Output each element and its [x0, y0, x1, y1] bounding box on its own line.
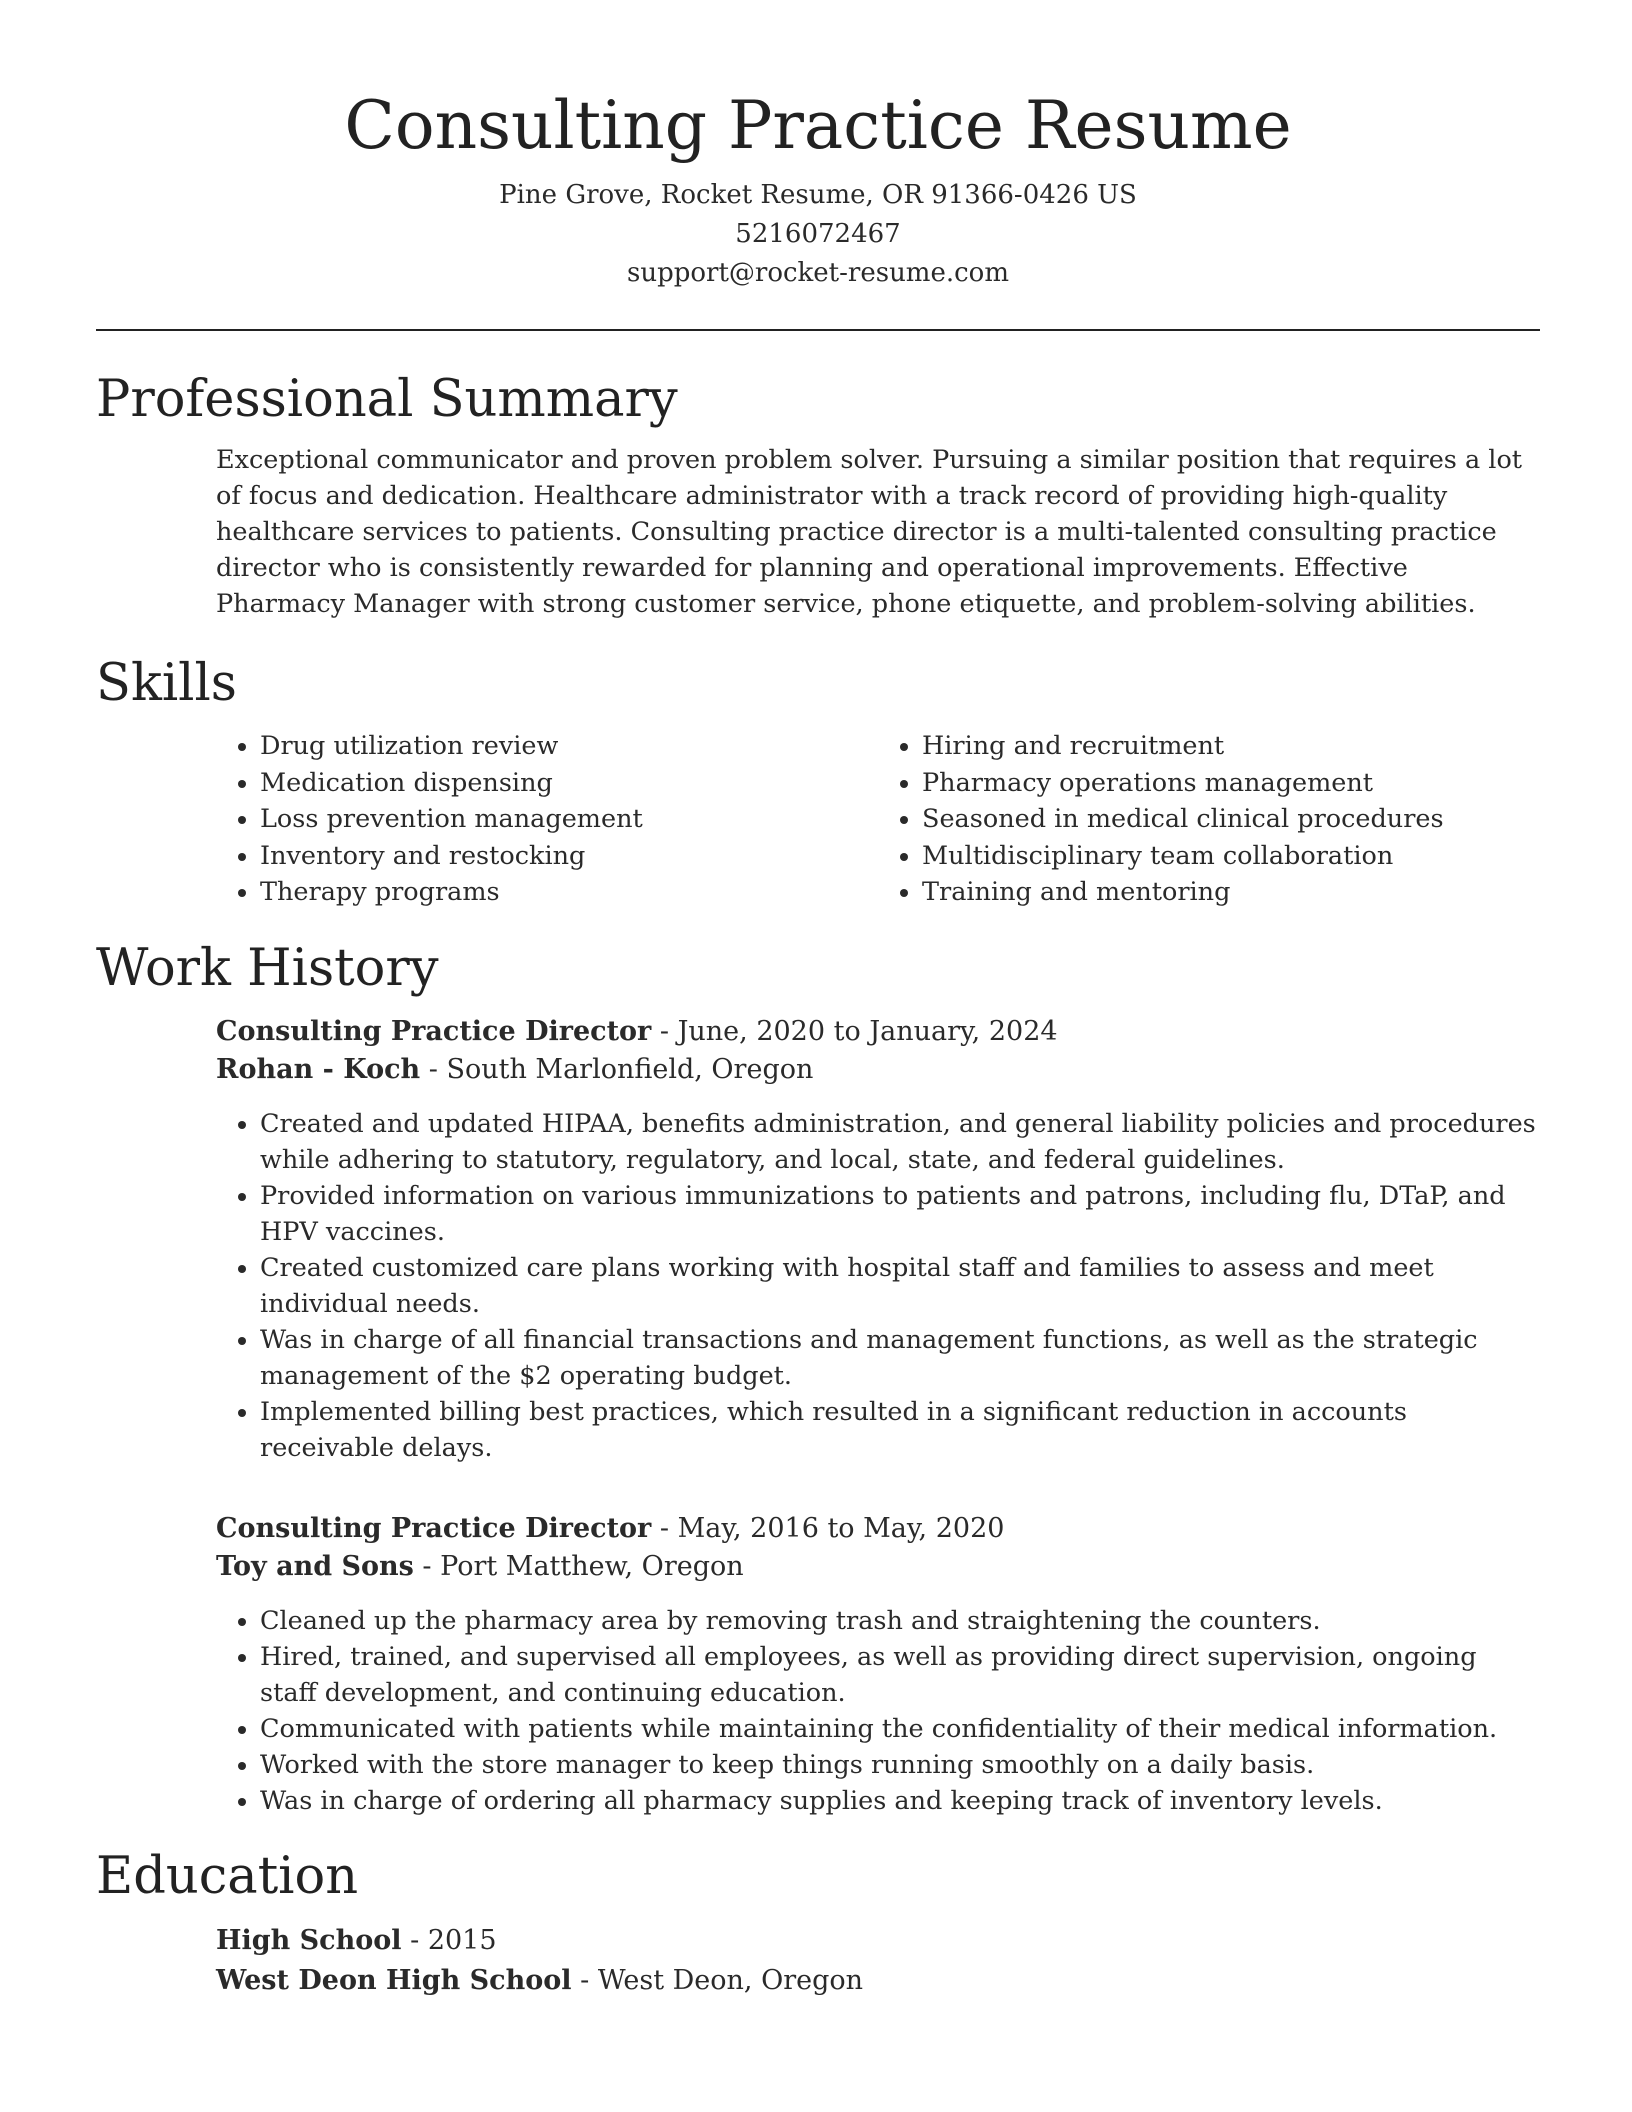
skills-section — [216, 728, 1540, 911]
job-bullet: • Provided information on various immunizations to patients and patrons, including flu, DTaP, and HPV vaccines. — [260, 1178, 1540, 1250]
resume-page — [96, 0, 1540, 2001]
summary-text: Exceptional communicator and proven problem solver. Pursuing a similar position that requires a lot of focus and dedication. Healthcare administrator with a track record of providing high-quality healthcare services to patients. Consulting practice director is a multi-talented consulting practice director who is consistently rewarded for planning and operational improvements. Effective Pharmacy Manager with strong customer service, phone etiquette, and problem-solving abilities. — [216, 445, 1523, 619]
education-school: West Deon High School — [216, 1964, 572, 1996]
education-section — [216, 1921, 1540, 2001]
job-bullet: • Created and updated HIPAA, benefits administration, and general liability policies and procedures while adhering to statutory, regulatory, and local, state, and federal guidelines. — [260, 1106, 1540, 1178]
header-divider — [96, 329, 1540, 331]
summary-heading: Professional Summary — [96, 370, 678, 429]
skill-item: • Inventory and restocking — [260, 838, 878, 875]
skills-heading: Skills — [96, 654, 237, 713]
job-dates: - June, 2020 to January, 2024 — [651, 1015, 1058, 1047]
skill-item: • Loss prevention management — [260, 801, 878, 838]
job-dates: - May, 2016 to May, 2020 — [651, 1512, 1005, 1544]
job-bullet: • Communicated with patients while maintaining the confidentiality of their medical information. — [260, 1711, 1540, 1747]
job-title-line — [216, 1510, 1540, 1549]
job-entry — [216, 1013, 1540, 1466]
job-bullet: • Implemented billing best practices, which resulted in a significant reduction in accounts receivable delays. — [260, 1394, 1540, 1466]
job-company: Toy and Sons — [216, 1551, 414, 1582]
work-history-heading: Work History — [96, 938, 439, 998]
work-history-section — [216, 1013, 1540, 1819]
job-bullet: • Was in charge of all financial transactions and management functions, as well as the strategic management of the $2 operating budget. — [260, 1322, 1540, 1394]
job-position: Consulting Practice Director — [216, 1015, 652, 1047]
job-location: - Port Matthew, Oregon — [413, 1551, 744, 1582]
skill-item: • Therapy programs — [260, 874, 878, 911]
resume-header — [96, 0, 1540, 293]
skills-right-column — [878, 728, 1540, 911]
education-year: - 2015 — [401, 1924, 497, 1956]
job-bullets — [216, 1106, 1540, 1466]
education-school-line — [216, 1961, 1540, 2001]
job-company-line — [216, 1548, 1540, 1587]
contact-phone: 5216072467 — [735, 219, 901, 249]
job-entry — [216, 1510, 1540, 1819]
education-degree: High School — [216, 1924, 402, 1956]
job-bullet: • Was in charge of ordering all pharmacy supplies and keeping track of inventory levels. — [260, 1783, 1540, 1819]
job-title-line — [216, 1013, 1540, 1052]
skill-item: • Medication dispensing — [260, 765, 878, 802]
skill-item: • Multidisciplinary team collaboration — [922, 838, 1540, 875]
education-heading: Education — [96, 1846, 359, 1906]
job-bullet: • Cleaned up the pharmacy area by removing trash and straightening the counters. — [260, 1603, 1540, 1639]
contact-email: support@rocket-resume.com — [626, 258, 1009, 288]
job-bullet: • Created customized care plans working with hospital staff and families to assess and meet individual needs. — [260, 1250, 1540, 1322]
education-location: - West Deon, Oregon — [571, 1964, 864, 1996]
job-bullets — [216, 1603, 1540, 1819]
job-company-line — [216, 1051, 1540, 1090]
education-degree-line — [216, 1921, 1540, 1961]
skills-grid — [216, 728, 1540, 911]
job-location: - South Marlonfield, Oregon — [420, 1054, 814, 1085]
job-bullet: • Worked with the store manager to keep things running smoothly on a daily basis. — [260, 1747, 1540, 1783]
job-company: Rohan - Koch — [216, 1054, 421, 1085]
job-position: Consulting Practice Director — [216, 1512, 652, 1544]
skill-item: • Training and mentoring — [922, 874, 1540, 911]
skill-item: • Hiring and recruitment — [922, 728, 1540, 765]
skill-item: • Drug utilization review — [260, 728, 878, 765]
job-bullet: • Hired, trained, and supervised all employees, as well as providing direct supervision, ongoing staff development, and continuing education. — [260, 1639, 1540, 1711]
contact-address: Pine Grove, Rocket Resume, OR 91366-0426 US — [499, 180, 1137, 210]
resume-title: Consulting Practice Resume — [344, 87, 1292, 164]
skill-item: • Pharmacy operations management — [922, 765, 1540, 802]
skill-item: • Seasoned in medical clinical procedures — [922, 801, 1540, 838]
skills-left-column — [216, 728, 878, 911]
